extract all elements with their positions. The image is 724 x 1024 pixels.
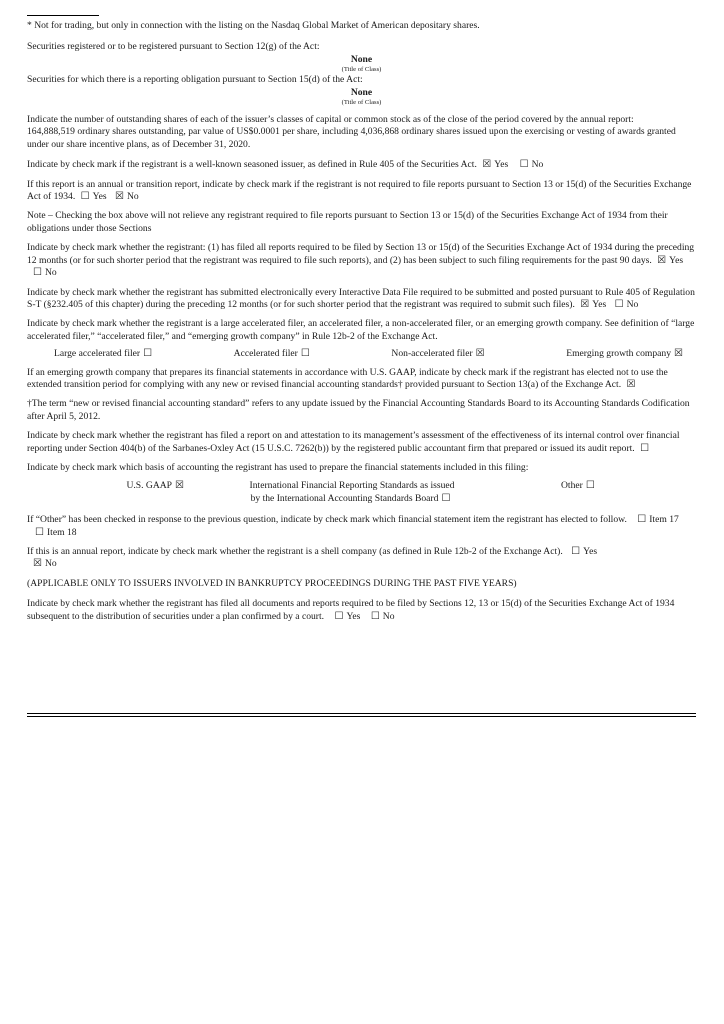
wksi-no-label: No: [531, 159, 544, 171]
basis-other-option: [517, 480, 696, 505]
filer-accelerated-label: Accelerated filer: [233, 348, 298, 360]
filed-all-text: Indicate by check mark whether the registrant: (1) has filed all reports required to be filed by Section 13 or 15(d) of the Securities Exchange Act of 1934 during the preceding 12 months (or for such shorter period that the registrant was required to file such reports), and (2) has been subject to such filing requirements for the past 90 days.: [27, 242, 695, 266]
basis-other-checkbox[interactable]: ☐: [585, 480, 595, 492]
filer-non-accelerated-option: [391, 348, 487, 360]
not-required-no-checkbox[interactable]: ☒: [114, 191, 124, 203]
basis-ifrs-line1: International Financial Reporting Standards as issued: [249, 480, 455, 492]
wksi-no-checkbox[interactable]: ☐: [519, 159, 529, 171]
bankruptcy-no-checkbox[interactable]: ☐: [370, 610, 380, 622]
bankruptcy-heading: (APPLICABLE ONLY TO ISSUERS INVOLVED IN BANKRUPTCY PROCEEDINGS DURING THE PAST FIVE YEARS): [27, 577, 517, 589]
filer-status-options: [27, 348, 696, 360]
filed-all-yes-checkbox[interactable]: ☒: [657, 254, 667, 266]
bankruptcy-yes-label: Yes: [346, 610, 361, 622]
interactive-yes-checkbox[interactable]: ☒: [580, 298, 590, 310]
egc-checkbox[interactable]: ☒: [626, 378, 636, 390]
filer-emerging-checkbox[interactable]: ☒: [674, 348, 683, 360]
wksi-yes-checkbox[interactable]: ☒: [482, 159, 492, 171]
basis-ifrs-checkbox[interactable]: ☐: [441, 492, 451, 504]
sec12g-caption: (Title of Class): [341, 66, 382, 74]
filed-all-question: [27, 242, 696, 279]
basis-gaap-label: U.S. GAAP: [126, 480, 173, 492]
bankruptcy-text: Indicate by check mark whether the registrant has filed all documents and reports required to be filed by Sections 12, 13 or 15(d) of the Securities Exchange Act of 1934 subsequent to the distribution of securities under a plan confirmed by a court.: [27, 598, 675, 622]
shell-yes-label: Yes: [583, 546, 598, 557]
item17-checkbox[interactable]: ☐: [637, 514, 647, 526]
filer-emerging-label: Emerging growth company: [566, 348, 672, 360]
interactive-no-label: No: [626, 298, 639, 310]
filer-non-accelerated-label: Non-accelerated filer: [391, 348, 473, 360]
basis-gaap-option: [27, 480, 187, 505]
filed-all-no-checkbox[interactable]: ☐: [33, 267, 42, 279]
basis-ifrs-line2: by the International Accounting Standards Board: [250, 492, 439, 504]
basis-other-label: Other: [561, 480, 583, 492]
filer-large-option: [54, 348, 155, 360]
audit-question: [27, 430, 696, 455]
item18-checkbox[interactable]: ☐: [35, 526, 44, 538]
filed-all-yes-label: Yes: [669, 254, 684, 266]
filer-status-text: Indicate by check mark whether the registrant is a large accelerated filer, an accelerated filer, a non-accelerated filer, or an emerging growth company. See definition of “large accelerated filer,” “accelerated filer,” and “emerging growth company” in Rule 12b-2 of the Exchange Act.: [27, 318, 695, 342]
note-text: Note – Checking the box above will not relieve any registrant required to file reports pursuant to Section 13 or 15(d) of the Securities Exchange Act of 1934 from their obligations under those Sections: [27, 210, 668, 234]
filer-large-label: Large accelerated filer: [54, 348, 141, 360]
bankruptcy-question: [27, 598, 696, 623]
not-required-no-label: No: [126, 191, 139, 203]
item18-label: Item 18: [46, 526, 77, 538]
wksi-text: Indicate by check mark if the registrant is a well-known seasoned issuer, as defined in Rule 405 of the Securities Act.: [27, 159, 477, 171]
shell-no-checkbox[interactable]: ☒: [33, 558, 42, 570]
interactive-yes-label: Yes: [592, 298, 607, 310]
not-required-text: If this report is an annual or transition report, indicate by check mark if the registrant is not required to file reports pursuant to Section 13 or 15(d) of the Securities Exchange Act of 1934.: [27, 178, 692, 203]
sec15d-label: Securities for which there is a reporting obligation pursuant to Section 15(d) of the Act:: [27, 74, 363, 86]
sec15d-caption: (Title of Class): [341, 99, 382, 107]
sec12g-label: Securities registered or to be registered pursuant to Section 12(g) of the Act:: [27, 41, 320, 53]
bankruptcy-yes-checkbox[interactable]: ☐: [334, 610, 344, 622]
shell-text: If this is an annual report, indicate by check mark whether the registrant is a shell company (as defined in Rule 12b-2 of the Exchange Act).: [27, 546, 563, 557]
basis-ifrs-option: [187, 480, 517, 505]
interactive-no-checkbox[interactable]: ☐: [614, 298, 624, 310]
dagger-note: †The term “new or revised financial accounting standard” refers to any update issued by the Financial Accounting Standards Board to its Accounting Standards Codification after April 5, 2012.: [27, 398, 690, 422]
wksi-yes-label: Yes: [494, 159, 509, 171]
bankruptcy-no-label: No: [382, 610, 395, 622]
audit-text: Indicate by check mark whether the registrant has filed a report on and attestation to its management’s assessment of the effectiveness of its internal control over financial reporting under Section 404(b) of the Sarbanes-Oxley Act (15 U.S.C. 7262(b)) by the registered public accountant firm that prepared or issued its audit report.: [27, 430, 680, 454]
basis-ifrs-line2-wrap: [187, 493, 517, 505]
filed-all-no-label: No: [44, 267, 57, 279]
footnote: * Not for trading, but only in connection with the listing on the Nasdaq Global Market of American depositary shares.: [27, 20, 480, 31]
page-end-double-rule: [27, 713, 696, 717]
outstanding-answer: 164,888,519 ordinary shares outstanding, par value of US$0.0001 per share, including 4,036,868 ordinary shares issued upon the exercising or vesting of awards granted under our share incentive plans, as of December 31, 2020.: [27, 126, 676, 150]
basis-gaap-checkbox[interactable]: ☒: [175, 480, 184, 492]
not-required-yes-checkbox[interactable]: ☐: [80, 191, 90, 203]
not-required-yes-label: Yes: [92, 191, 107, 203]
not-required-question: [27, 179, 696, 204]
footnote-rule: [27, 15, 99, 16]
interactive-text: Indicate by check mark whether the registrant has submitted electronically every Interactive Data File required to be submitted and posted pursuant to Rule 405 of Regulation S-T (§232.405 of this chapter) during the preceding 12 months (or for such shorter period that the registrant was required to submit such files).: [27, 286, 695, 310]
filer-emerging-option: [566, 348, 686, 360]
sec15d-value: None: [350, 86, 373, 98]
other-item-question: [27, 514, 696, 539]
sec12g-value: None: [350, 53, 373, 65]
filer-accelerated-option: [234, 348, 313, 360]
wksi-question: [27, 159, 696, 171]
form-cover-page: [27, 0, 696, 623]
egc-question: [27, 367, 696, 392]
egc-text: If an emerging growth company that prepares its financial statements in accordance with U.S. GAAP, indicate by check mark if the registrant has elected not to use the extended transition period for complying with any new or revised financial accounting standards† provided pursuant to Section 13(a) of the Exchange Act.: [27, 366, 668, 390]
filer-large-checkbox[interactable]: ☐: [143, 348, 153, 360]
shell-question: [27, 546, 696, 571]
shell-no-label: No: [44, 558, 57, 570]
filer-accelerated-checkbox[interactable]: ☐: [300, 348, 310, 360]
basis-text: Indicate by check mark which basis of accounting the registrant has used to prepare the financial statements included in this filing:: [27, 461, 529, 473]
filer-non-accelerated-checkbox[interactable]: ☒: [475, 348, 485, 360]
other-item-text: If “Other” has been checked in response to the previous question, indicate by check mark which financial statement item the registrant has elected to follow.: [27, 514, 627, 526]
basis-options: [27, 480, 696, 505]
interactive-question: [27, 287, 696, 312]
item17-label: Item 17: [649, 514, 679, 526]
shell-yes-checkbox[interactable]: ☐: [571, 546, 581, 557]
audit-checkbox[interactable]: ☐: [640, 442, 650, 454]
outstanding-question: Indicate the number of outstanding shares of each of the issuer’s classes of capital or common stock as of the close of the period covered by the annual report:: [27, 114, 634, 126]
